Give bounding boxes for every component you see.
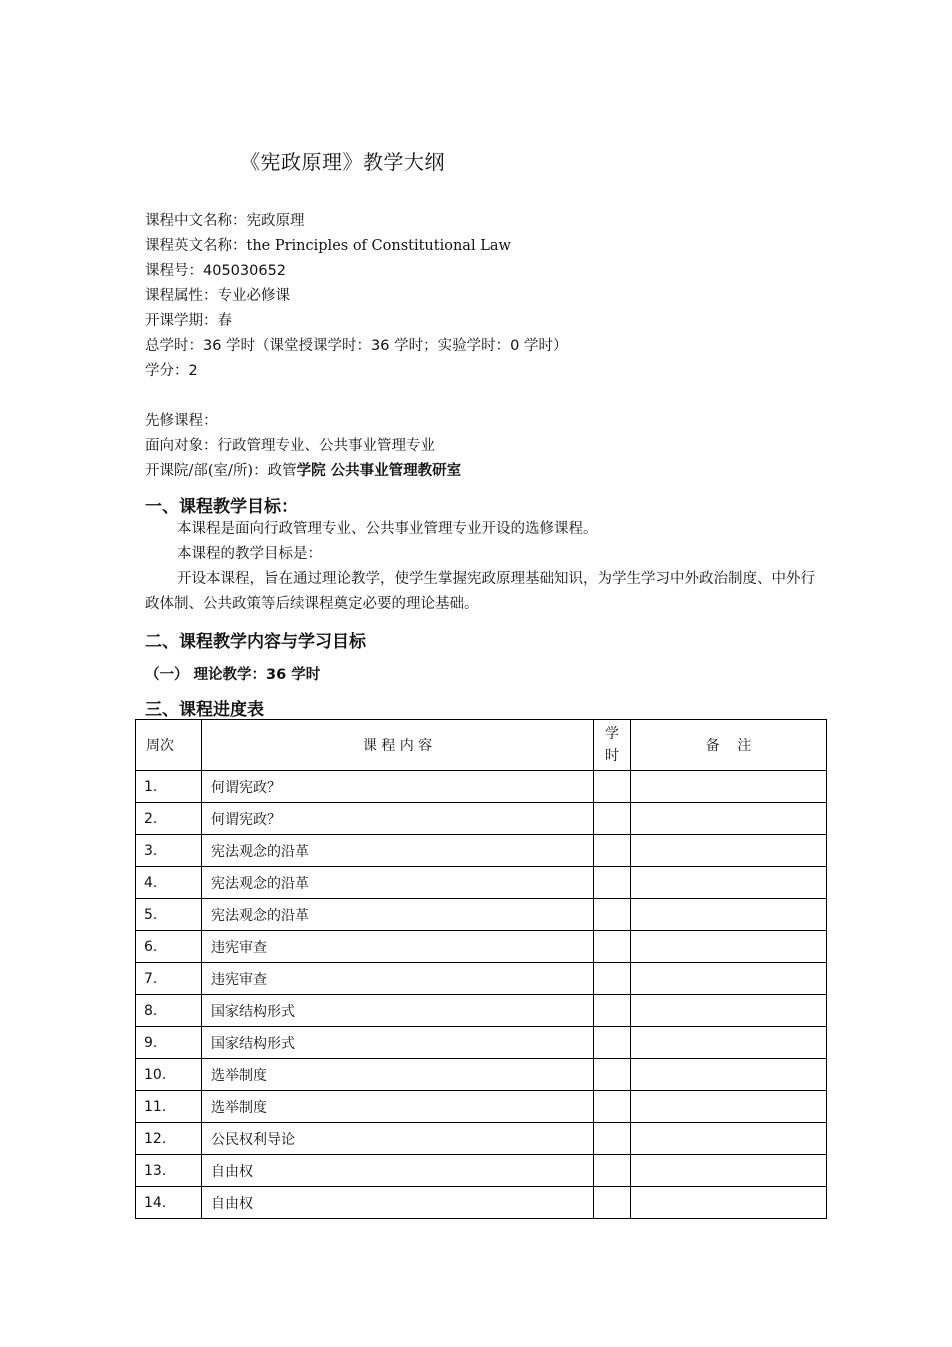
notes-cell [631, 771, 827, 803]
content-cell: 违宪审查 [202, 931, 594, 963]
notes-cell [631, 835, 827, 867]
hours-cell [594, 771, 631, 803]
course-credit-label: 学分： [145, 363, 189, 379]
hours-cell [594, 803, 631, 835]
notes-cell [631, 899, 827, 931]
course-code-value: 405030652 [203, 263, 287, 279]
course-hours [145, 334, 567, 355]
content-cell: 何谓宪政？ [202, 803, 594, 835]
hours-cell [594, 1027, 631, 1059]
course-code-label: 课程号： [145, 263, 203, 279]
course-type-value: 专业必修课 [217, 288, 290, 304]
course-hours-label: 总学时： [145, 338, 203, 354]
notes-cell [631, 1059, 827, 1091]
table-row [136, 995, 827, 1027]
table-row [136, 1059, 827, 1091]
schedule-header-row [136, 720, 827, 771]
course-cn-name [145, 209, 305, 230]
course-en-name-value: the Principles of Constitutional Law [246, 238, 511, 254]
table-row [136, 803, 827, 835]
section2-heading: 二、课程教学内容与学习目标 [145, 632, 366, 652]
schedule-table [135, 719, 827, 1219]
week-number-cell: 9. [136, 1027, 202, 1059]
week-number-cell: 6. [136, 931, 202, 963]
course-term-value: 春 [217, 313, 232, 329]
hours-cell [594, 995, 631, 1027]
week-number-cell: 5. [136, 899, 202, 931]
hours-cell [594, 1059, 631, 1091]
course-prereq [145, 409, 218, 430]
content-cell: 公民权利导论 [202, 1123, 594, 1155]
section2-subheading: （一） 理论教学：36 学时 [145, 667, 321, 683]
week-number-cell: 2. [136, 803, 202, 835]
section3-heading: 三、课程进度表 [145, 700, 264, 720]
week-number-cell: 1. [136, 771, 202, 803]
table-row [136, 899, 827, 931]
course-term [145, 309, 232, 330]
course-hours-value: 36 学时（课堂授课学时：36 学时；实验学时：0 学时） [203, 338, 568, 354]
hours-cell [594, 931, 631, 963]
content-cell: 宪法观念的沿革 [202, 867, 594, 899]
table-row [136, 835, 827, 867]
content-cell: 选举制度 [202, 1091, 594, 1123]
course-cn-name-value: 宪政原理 [246, 213, 305, 229]
course-audience-value: 行政管理专业、公共事业管理专业 [217, 438, 435, 454]
header-hours-bottom: 时 [605, 748, 619, 764]
content-cell: 国家结构形式 [202, 995, 594, 1027]
table-row [136, 867, 827, 899]
table-row [136, 1187, 827, 1219]
hours-cell [594, 1187, 631, 1219]
notes-cell [631, 1091, 827, 1123]
content-cell: 宪法观念的沿革 [202, 835, 594, 867]
hours-cell [594, 1091, 631, 1123]
content-cell: 违宪审查 [202, 963, 594, 995]
notes-cell [631, 1187, 827, 1219]
course-en-name [145, 234, 511, 255]
table-row [136, 771, 827, 803]
week-number-cell: 8. [136, 995, 202, 1027]
notes-cell [631, 995, 827, 1027]
schedule-body [136, 771, 827, 1219]
week-number-cell: 12. [136, 1123, 202, 1155]
section1-heading: 一、课程教学目标： [145, 497, 298, 517]
notes-cell [631, 963, 827, 995]
week-number-cell: 14. [136, 1187, 202, 1219]
hours-cell [594, 1155, 631, 1187]
content-cell: 宪法观念的沿革 [202, 899, 594, 931]
table-row [136, 963, 827, 995]
table-row [136, 1123, 827, 1155]
notes-cell [631, 1027, 827, 1059]
notes-cell [631, 1123, 827, 1155]
table-row [136, 1027, 827, 1059]
header-notes: 备 注 [631, 720, 827, 771]
notes-cell [631, 803, 827, 835]
section1-paragraph-3: 开设本课程，旨在通过理论教学，使学生掌握宪政原理基础知识，为学生学习中外政治制度、中外行政体制、公共政策等后续课程奠定必要的理论基础。 [145, 571, 815, 612]
content-cell: 选举制度 [202, 1059, 594, 1091]
course-en-name-label: 课程英文名称： [145, 238, 247, 254]
course-code [145, 259, 286, 280]
course-type-label: 课程属性： [145, 288, 218, 304]
section1-paragraph-2: 本课程的教学目标是： [177, 546, 322, 562]
course-prereq-label: 先修课程： [145, 413, 218, 429]
course-department-label: 开课院/部(室/所)： [145, 463, 268, 479]
notes-cell [631, 867, 827, 899]
course-audience [145, 434, 435, 455]
header-week: 周次 [136, 720, 202, 771]
document-title: 《宪政原理》教学大纲 [240, 150, 445, 174]
week-number-cell: 3. [136, 835, 202, 867]
week-number-cell: 13. [136, 1155, 202, 1187]
week-number-cell: 11. [136, 1091, 202, 1123]
content-cell: 何谓宪政？ [202, 771, 594, 803]
content-cell: 自由权 [202, 1155, 594, 1187]
header-content: 课 程 内 容 [202, 720, 594, 771]
hours-cell [594, 1123, 631, 1155]
hours-cell [594, 867, 631, 899]
hours-cell [594, 899, 631, 931]
course-cn-name-label: 课程中文名称： [145, 213, 247, 229]
section1-body [145, 517, 815, 617]
hours-cell [594, 963, 631, 995]
course-credit [145, 359, 198, 380]
table-row [136, 1091, 827, 1123]
header-hours-top: 学 [605, 726, 619, 742]
notes-cell [631, 1155, 827, 1187]
course-term-label: 开课学期： [145, 313, 218, 329]
table-row [136, 931, 827, 963]
course-type [145, 284, 290, 305]
course-department-value-a: 政管 [267, 463, 297, 479]
week-number-cell: 4. [136, 867, 202, 899]
content-cell: 国家结构形式 [202, 1027, 594, 1059]
course-department [145, 459, 461, 480]
hours-cell [594, 835, 631, 867]
table-row [136, 1155, 827, 1187]
course-audience-label: 面向对象： [145, 438, 218, 454]
week-number-cell: 7. [136, 963, 202, 995]
notes-cell [631, 931, 827, 963]
section1-paragraph-1: 本课程是面向行政管理专业、公共事业管理专业开设的选修课程。 [177, 521, 598, 537]
header-hours [594, 720, 631, 771]
course-department-value-b: 学院 公共事业管理教研室 [296, 463, 462, 479]
course-credit-value: 2 [188, 363, 198, 379]
week-number-cell: 10. [136, 1059, 202, 1091]
content-cell: 自由权 [202, 1187, 594, 1219]
